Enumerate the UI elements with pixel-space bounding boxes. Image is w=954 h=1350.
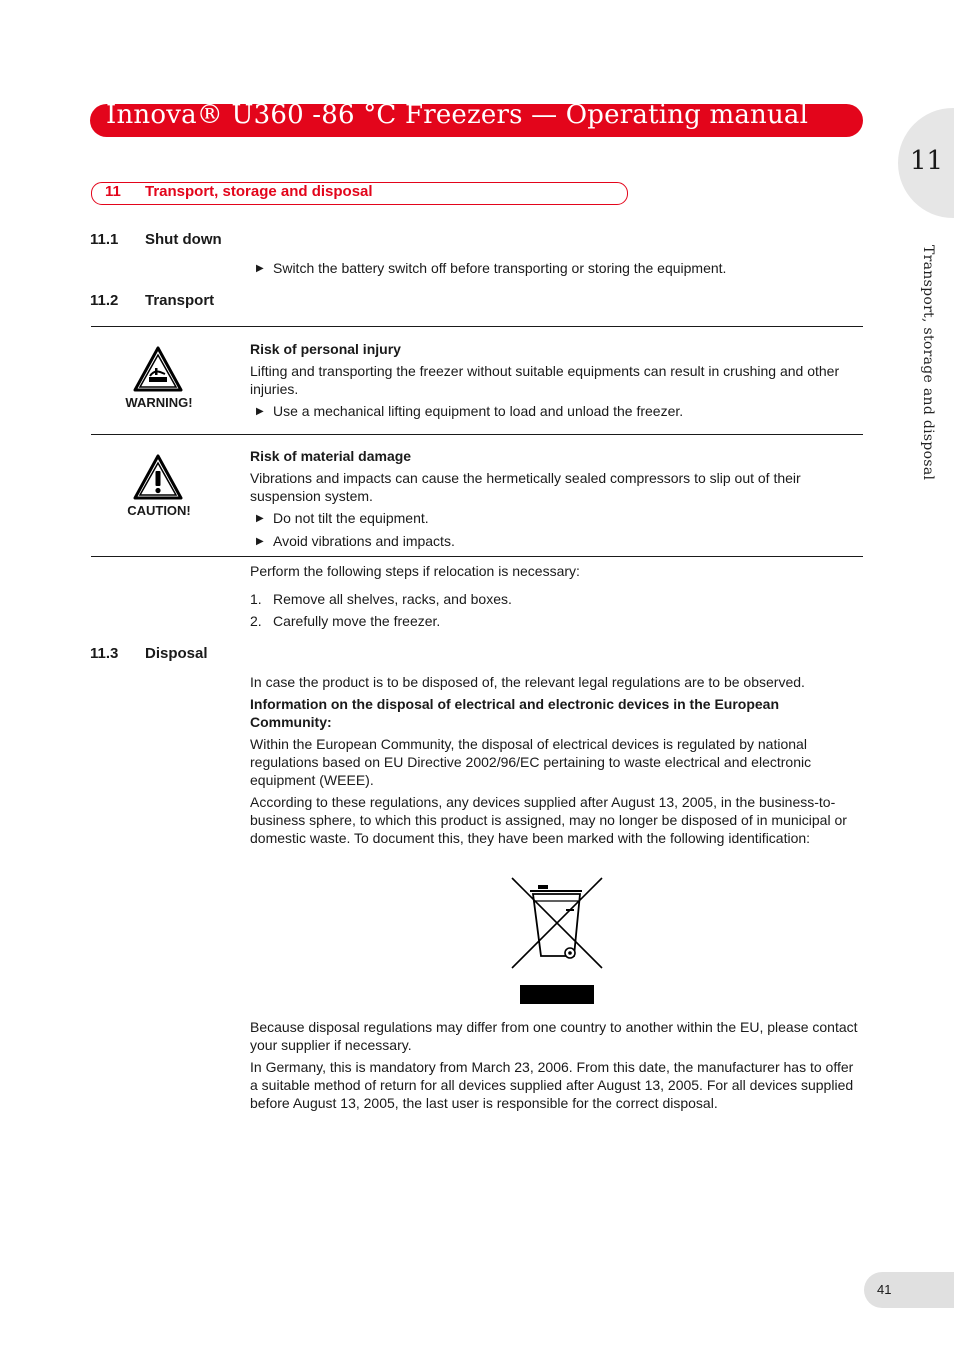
disposal-paragraph: According to these regulations, any devices supplied after August 13, 2005, in the business-to-business sphere, to which this product is assigned, may no longer be disposed of in municipal or domestic waste. To document this, they have been marked with the following identification:: [250, 794, 847, 846]
caution-heading: Risk of material damage: [250, 448, 412, 464]
side-chapter-title: Transport, storage and disposal: [920, 245, 936, 481]
divider: [91, 434, 863, 435]
bullet-arrow-icon: ▶: [256, 513, 264, 524]
chapter-number: 11: [910, 146, 944, 176]
warning-step: Use a mechanical lifting equipment to load and unload the freezer.: [273, 403, 684, 419]
relocation-intro: Perform the following steps if relocation is necessary:: [250, 563, 580, 579]
caution-text: Vibrations and impacts can cause the hermetically sealed compressors to slip out of their suspension system.: [250, 470, 801, 504]
subsection-number-transport: 11.2: [90, 292, 119, 309]
subsection-title-shutdown: Shut down: [145, 231, 222, 248]
numbered-marker: 2.: [250, 613, 262, 629]
caution-step: Do not tilt the equipment.: [273, 510, 429, 526]
weee-crossed-bin-icon: [508, 874, 606, 1006]
numbered-marker: 1.: [250, 591, 262, 607]
caution-signal-word: CAUTION!: [127, 503, 191, 518]
section-title: Transport, storage and disposal: [145, 183, 373, 200]
warning-text: Lifting and transporting the freezer without suitable equipments can result in crushing and other injuries.: [250, 363, 840, 397]
subsection-number-disposal: 11.3: [90, 645, 119, 662]
section-number: 11: [105, 183, 121, 200]
disposal-paragraph: In Germany, this is mandatory from March 23, 2006. From this date, the manufacturer has to offer a suitable method of return for all devices supplied after August 13, 2005. For all devices supplied before August 13, 2005, the last user is responsible for the correct disposal.: [250, 1059, 854, 1111]
bullet-arrow-icon: ▶: [256, 406, 264, 417]
warning-crush-hazard-icon: [133, 346, 183, 392]
warning-signal-word: WARNING!: [125, 395, 193, 410]
caution-step: Avoid vibrations and impacts.: [273, 533, 455, 549]
shutdown-step: Switch the battery switch off before transporting or storing the equipment.: [273, 260, 727, 276]
disposal-info-heading: Information on the disposal of electrical and electronic devices in the European Community:: [250, 696, 780, 730]
disposal-paragraph: In case the product is to be disposed of, the relevant legal regulations are to be observed.: [250, 674, 805, 690]
warning-heading: Risk of personal injury: [250, 341, 401, 357]
manual-title: Innova® U360 -86 °C Freezers — Operating manual: [106, 100, 809, 130]
subsection-number-shutdown: 11.1: [90, 231, 119, 248]
page-number: 41: [877, 1282, 892, 1297]
bullet-arrow-icon: ▶: [256, 536, 264, 547]
bullet-arrow-icon: ▶: [256, 263, 264, 274]
disposal-paragraph: Within the European Community, the disposal of electrical devices is regulated by national regulations based on EU Directive 2002/96/EC pertaining to waste electrical and electronic equipment (WEEE).: [250, 736, 812, 788]
divider: [91, 326, 863, 327]
numbered-step: Carefully move the freezer.: [273, 613, 441, 629]
caution-exclamation-icon: [133, 454, 183, 500]
divider: [91, 556, 863, 557]
subsection-title-transport: Transport: [145, 292, 215, 309]
numbered-step: Remove all shelves, racks, and boxes.: [273, 591, 512, 607]
disposal-paragraph: Because disposal regulations may differ from one country to another within the EU, please contact your supplier if necessary.: [250, 1019, 858, 1053]
subsection-title-disposal: Disposal: [145, 645, 208, 662]
